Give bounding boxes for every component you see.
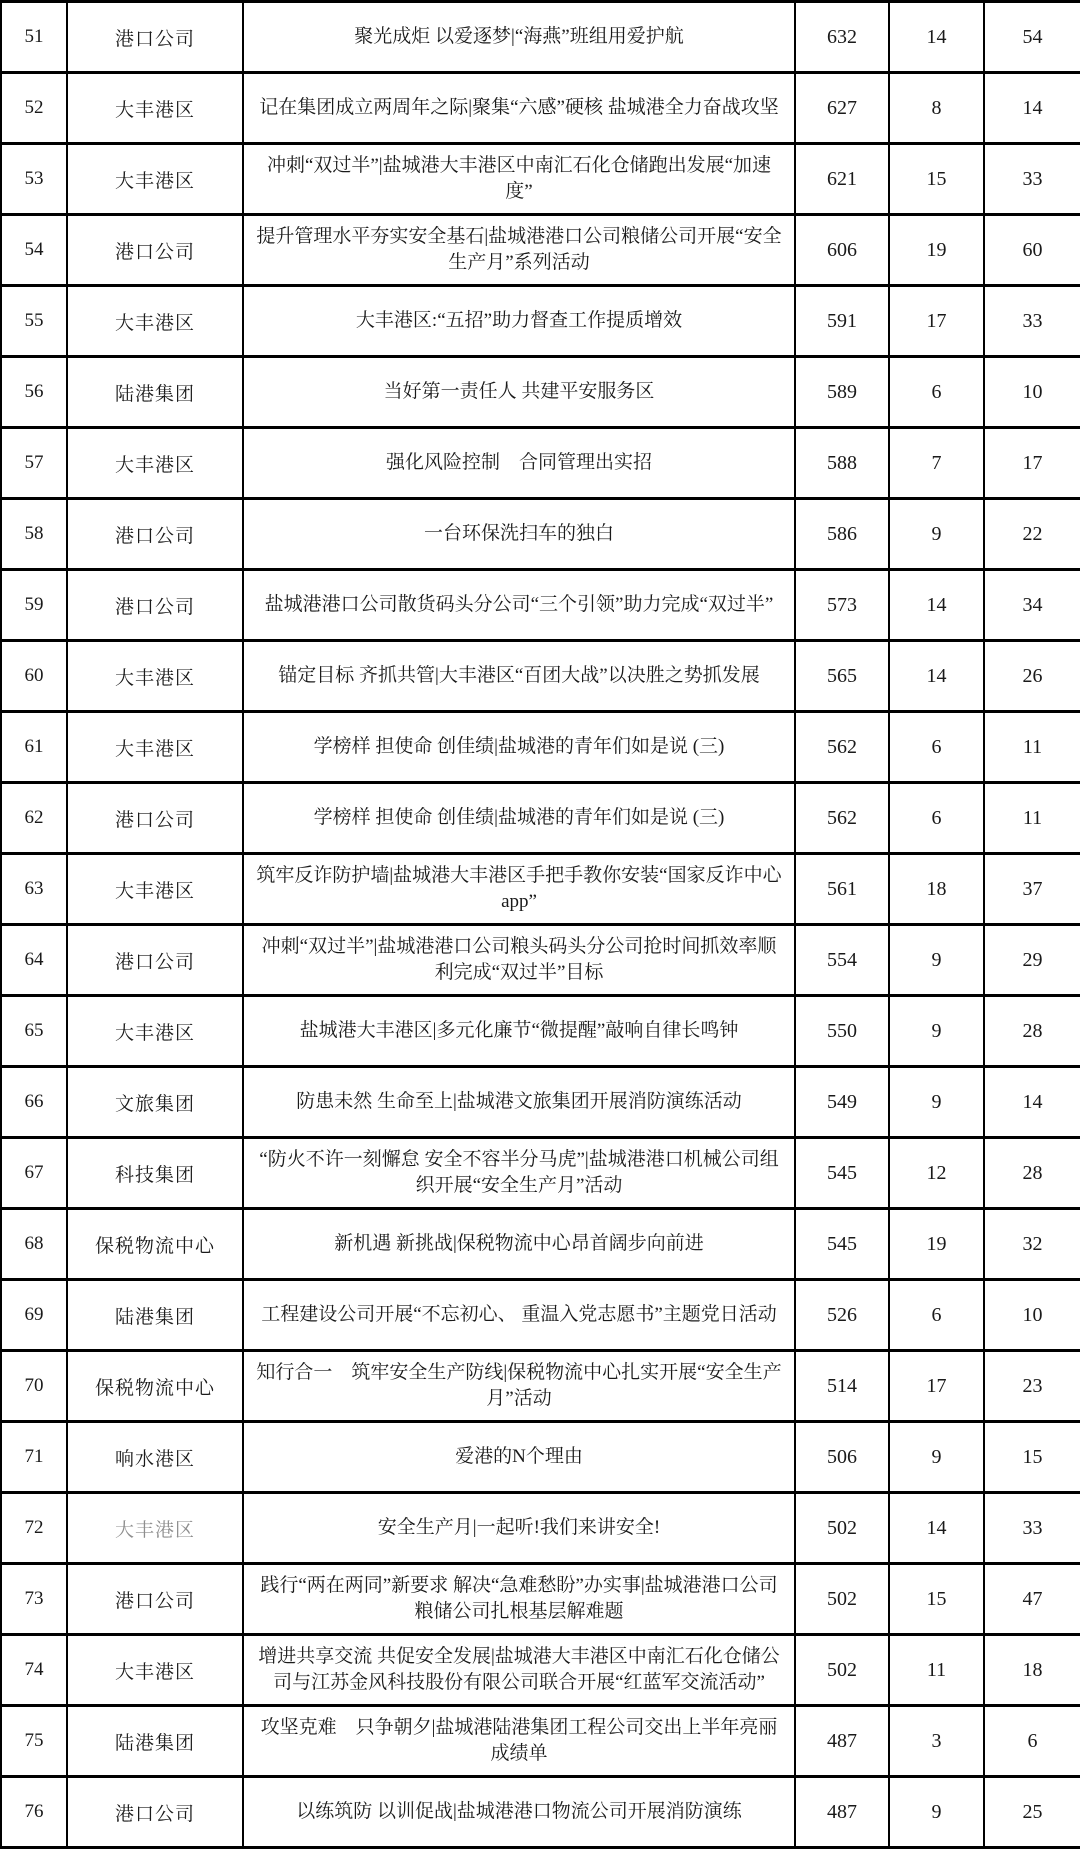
count-2-cell: 3 — [889, 1706, 984, 1777]
row-number-cell: 68 — [1, 1209, 67, 1280]
count-1-cell: 561 — [795, 854, 889, 925]
count-3-cell: 14 — [984, 1067, 1080, 1138]
count-1-cell: 589 — [795, 357, 889, 428]
title-text: 强化风险控制 合同管理出实招 — [385, 452, 652, 473]
org-name-cell: 大丰港区 — [67, 428, 243, 499]
title-cell — [243, 428, 795, 499]
org-name-cell: 科技集团 — [67, 1138, 243, 1209]
count-1-cell: 606 — [795, 215, 889, 286]
count-1-cell: 562 — [795, 712, 889, 783]
count-1-cell: 502 — [795, 1635, 889, 1706]
title-text: 学榜样 担使命 创佳绩|盐城港的青年们如是说 (三) — [313, 736, 725, 757]
count-3-cell: 29 — [984, 925, 1080, 996]
row-number-cell: 71 — [1, 1422, 67, 1493]
count-2-cell: 6 — [889, 712, 984, 783]
count-2-cell: 9 — [889, 1777, 984, 1848]
table-row — [1, 1138, 1080, 1209]
count-3-cell: 14 — [984, 73, 1080, 144]
row-number-cell: 53 — [1, 144, 67, 215]
title-cell — [243, 1777, 795, 1848]
table-row — [1, 1493, 1080, 1564]
title-cell — [243, 1351, 795, 1422]
count-2-cell: 7 — [889, 428, 984, 499]
org-name-cell: 文旅集团 — [67, 1067, 243, 1138]
org-name-cell: 陆港集团 — [67, 1280, 243, 1351]
title-text: 大丰港区:“五招”助力督查工作提质增效 — [355, 310, 683, 331]
row-number-cell: 60 — [1, 641, 67, 712]
title-text: 知行合一 筑牢安全生产防线|保税物流中心扎实开展“安全生产月”活动 — [256, 1362, 782, 1409]
count-3-cell: 15 — [984, 1422, 1080, 1493]
count-2-cell: 18 — [889, 854, 984, 925]
count-3-cell: 23 — [984, 1351, 1080, 1422]
title-cell — [243, 144, 795, 215]
org-name-cell: 大丰港区 — [67, 73, 243, 144]
count-2-cell: 17 — [889, 286, 984, 357]
count-3-cell: 17 — [984, 428, 1080, 499]
org-name-cell: 保税物流中心 — [67, 1209, 243, 1280]
count-1-cell: 632 — [795, 2, 889, 73]
title-cell — [243, 1209, 795, 1280]
title-text: 提升管理水平夯实安全基石|盐城港港口公司粮储公司开展“安全生产月”系列活动 — [256, 226, 782, 273]
row-number-cell: 65 — [1, 996, 67, 1067]
count-3-cell: 33 — [984, 144, 1080, 215]
title-text: 聚光成炬 以爱逐梦|“海燕”班组用爱护航 — [354, 26, 684, 47]
count-1-cell: 487 — [795, 1706, 889, 1777]
table-row — [1, 73, 1080, 144]
count-2-cell: 9 — [889, 1422, 984, 1493]
org-name-cell: 大丰港区 — [67, 854, 243, 925]
org-name-cell: 港口公司 — [67, 783, 243, 854]
row-number-cell: 63 — [1, 854, 67, 925]
count-3-cell: 28 — [984, 1138, 1080, 1209]
row-number-cell: 61 — [1, 712, 67, 783]
count-2-cell: 17 — [889, 1351, 984, 1422]
table-row — [1, 428, 1080, 499]
title-cell — [243, 73, 795, 144]
count-3-cell: 34 — [984, 570, 1080, 641]
org-name-cell: 大丰港区 — [67, 996, 243, 1067]
row-number-cell: 51 — [1, 2, 67, 73]
org-name-cell: 港口公司 — [67, 925, 243, 996]
table-row — [1, 2, 1080, 73]
title-text: 盐城港港口公司散货码头分公司“三个引领”助力完成“双过半” — [264, 594, 774, 615]
table-row — [1, 1706, 1080, 1777]
title-text: 冲刺“双过半”|盐城港港口公司粮头码头分公司抢时间抓效率顺利完成“双过半”目标 — [261, 936, 777, 983]
row-number-cell: 75 — [1, 1706, 67, 1777]
count-2-cell: 15 — [889, 1564, 984, 1635]
count-1-cell: 545 — [795, 1209, 889, 1280]
row-number-cell: 66 — [1, 1067, 67, 1138]
title-text: 攻坚克难 只争朝夕|盐城港陆港集团工程公司交出上半年亮丽成绩单 — [260, 1717, 778, 1764]
table-row — [1, 1777, 1080, 1848]
table-row — [1, 1422, 1080, 1493]
table-row — [1, 286, 1080, 357]
title-cell — [243, 1564, 795, 1635]
count-2-cell: 14 — [889, 1493, 984, 1564]
table-row — [1, 1635, 1080, 1706]
org-name-cell: 港口公司 — [67, 1564, 243, 1635]
title-text: 防患未然 生命至上|盐城港文旅集团开展消防演练活动 — [296, 1091, 742, 1112]
count-3-cell: 11 — [984, 712, 1080, 783]
org-name-cell: 保税物流中心 — [67, 1351, 243, 1422]
org-name-cell: 大丰港区 — [67, 1493, 243, 1564]
title-text: 以练筑防 以训促战|盐城港港口物流公司开展消防演练 — [296, 1801, 742, 1822]
count-3-cell: 33 — [984, 1493, 1080, 1564]
row-number-cell: 74 — [1, 1635, 67, 1706]
row-number-cell: 54 — [1, 215, 67, 286]
row-number-cell: 73 — [1, 1564, 67, 1635]
title-cell — [243, 2, 795, 73]
table-row — [1, 925, 1080, 996]
row-number-cell: 64 — [1, 925, 67, 996]
count-3-cell: 47 — [984, 1564, 1080, 1635]
row-number-cell: 72 — [1, 1493, 67, 1564]
count-1-cell: 502 — [795, 1493, 889, 1564]
title-text: 一台环保洗扫车的独白 — [423, 523, 614, 544]
count-2-cell: 6 — [889, 1280, 984, 1351]
title-text: 增进共享交流 共促安全发展|盐城港大丰港区中南汇石化仓储公司与江苏金风科技股份有限公司联合开展“红蓝军交流活动” — [258, 1646, 780, 1693]
title-text: “防火不许一刻懈怠 安全不容半分马虎”|盐城港港口机械公司组织开展“安全生产月”活动 — [259, 1149, 779, 1196]
title-text: 冲刺“双过半”|盐城港大丰港区中南汇石化仓储跑出发展“加速度” — [266, 155, 772, 202]
count-2-cell: 12 — [889, 1138, 984, 1209]
count-1-cell: 487 — [795, 1777, 889, 1848]
count-1-cell: 526 — [795, 1280, 889, 1351]
count-1-cell: 545 — [795, 1138, 889, 1209]
row-number-cell: 57 — [1, 428, 67, 499]
count-2-cell: 14 — [889, 641, 984, 712]
org-name-cell: 港口公司 — [67, 215, 243, 286]
table-row — [1, 1564, 1080, 1635]
count-1-cell: 588 — [795, 428, 889, 499]
row-number-cell: 67 — [1, 1138, 67, 1209]
title-cell — [243, 1422, 795, 1493]
count-1-cell: 554 — [795, 925, 889, 996]
row-number-cell: 62 — [1, 783, 67, 854]
count-1-cell: 562 — [795, 783, 889, 854]
count-2-cell: 6 — [889, 783, 984, 854]
count-1-cell: 573 — [795, 570, 889, 641]
title-text: 新机遇 新挑战|保税物流中心昂首阔步向前进 — [334, 1233, 704, 1254]
title-cell — [243, 286, 795, 357]
table-row — [1, 499, 1080, 570]
table-row — [1, 1209, 1080, 1280]
title-cell — [243, 499, 795, 570]
count-3-cell: 60 — [984, 215, 1080, 286]
org-name-cell: 港口公司 — [67, 1777, 243, 1848]
title-cell — [243, 570, 795, 641]
count-2-cell: 15 — [889, 144, 984, 215]
table-row — [1, 712, 1080, 783]
count-3-cell: 18 — [984, 1635, 1080, 1706]
title-cell — [243, 357, 795, 428]
count-2-cell: 19 — [889, 1209, 984, 1280]
table-row — [1, 570, 1080, 641]
count-1-cell: 591 — [795, 286, 889, 357]
count-1-cell: 627 — [795, 73, 889, 144]
title-cell — [243, 996, 795, 1067]
title-cell — [243, 641, 795, 712]
org-name-cell: 陆港集团 — [67, 357, 243, 428]
row-number-cell: 52 — [1, 73, 67, 144]
count-2-cell: 11 — [889, 1635, 984, 1706]
org-name-cell: 大丰港区 — [67, 641, 243, 712]
count-1-cell: 506 — [795, 1422, 889, 1493]
count-2-cell: 6 — [889, 357, 984, 428]
count-3-cell: 10 — [984, 1280, 1080, 1351]
count-1-cell: 621 — [795, 144, 889, 215]
count-1-cell: 565 — [795, 641, 889, 712]
count-3-cell: 33 — [984, 286, 1080, 357]
title-text: 筑牢反诈防护墙|盐城港大丰港区手把手教你安装“国家反诈中心app” — [256, 865, 782, 912]
title-cell — [243, 712, 795, 783]
table-row — [1, 1351, 1080, 1422]
row-number-cell: 59 — [1, 570, 67, 641]
table-row — [1, 1067, 1080, 1138]
table-row — [1, 144, 1080, 215]
row-number-cell: 56 — [1, 357, 67, 428]
row-number-cell: 76 — [1, 1777, 67, 1848]
title-text: 工程建设公司开展“不忘初心、 重温入党志愿书”主题党日活动 — [261, 1304, 777, 1325]
title-text: 锚定目标 齐抓共管|大丰港区“百团大战”以决胜之势抓发展 — [278, 665, 760, 686]
count-1-cell: 586 — [795, 499, 889, 570]
title-text: 盐城港大丰港区|多元化廉节“微提醒”敲响自律长鸣钟 — [299, 1020, 739, 1041]
org-name-cell: 大丰港区 — [67, 286, 243, 357]
title-cell — [243, 1635, 795, 1706]
count-3-cell: 37 — [984, 854, 1080, 925]
title-cell — [243, 783, 795, 854]
title-text: 当好第一责任人 共建平安服务区 — [383, 381, 655, 402]
count-2-cell: 9 — [889, 499, 984, 570]
org-name-cell: 港口公司 — [67, 2, 243, 73]
count-2-cell: 9 — [889, 996, 984, 1067]
count-3-cell: 26 — [984, 641, 1080, 712]
org-name-cell: 大丰港区 — [67, 1635, 243, 1706]
org-name-cell: 陆港集团 — [67, 1706, 243, 1777]
count-3-cell: 6 — [984, 1706, 1080, 1777]
org-name-cell: 大丰港区 — [67, 144, 243, 215]
table-row — [1, 783, 1080, 854]
title-cell — [243, 854, 795, 925]
row-number-cell: 69 — [1, 1280, 67, 1351]
count-1-cell: 549 — [795, 1067, 889, 1138]
count-1-cell: 502 — [795, 1564, 889, 1635]
count-2-cell: 9 — [889, 925, 984, 996]
count-3-cell: 28 — [984, 996, 1080, 1067]
title-cell — [243, 1138, 795, 1209]
count-2-cell: 19 — [889, 215, 984, 286]
table-row — [1, 641, 1080, 712]
table-row — [1, 1280, 1080, 1351]
org-name-cell: 响水港区 — [67, 1422, 243, 1493]
title-cell — [243, 215, 795, 286]
row-number-cell: 58 — [1, 499, 67, 570]
count-2-cell: 8 — [889, 73, 984, 144]
table-row — [1, 854, 1080, 925]
title-text: 践行“两在两同”新要求 解决“急难愁盼”办实事|盐城港港口公司粮储公司扎根基层解难题 — [260, 1575, 778, 1622]
title-cell — [243, 1493, 795, 1564]
count-3-cell: 11 — [984, 783, 1080, 854]
count-3-cell: 22 — [984, 499, 1080, 570]
table-row — [1, 996, 1080, 1067]
title-cell — [243, 1067, 795, 1138]
title-cell — [243, 1706, 795, 1777]
count-3-cell: 25 — [984, 1777, 1080, 1848]
org-name-cell: 港口公司 — [67, 570, 243, 641]
count-3-cell: 54 — [984, 2, 1080, 73]
count-2-cell: 14 — [889, 2, 984, 73]
count-3-cell: 32 — [984, 1209, 1080, 1280]
title-cell — [243, 925, 795, 996]
title-text: 记在集团成立两周年之际|聚集“六感”硬核 盐城港全力奋战攻坚 — [259, 97, 779, 118]
title-cell — [243, 1280, 795, 1351]
row-number-cell: 55 — [1, 286, 67, 357]
title-text: 安全生产月|一起听!我们来讲安全! — [377, 1517, 661, 1538]
table-row — [1, 215, 1080, 286]
row-number-cell: 70 — [1, 1351, 67, 1422]
count-2-cell: 14 — [889, 570, 984, 641]
title-text: 学榜样 担使命 创佳绩|盐城港的青年们如是说 (三) — [313, 807, 725, 828]
table-row — [1, 357, 1080, 428]
count-1-cell: 514 — [795, 1351, 889, 1422]
title-text: 爱港的N个理由 — [455, 1446, 583, 1467]
org-name-cell: 港口公司 — [67, 499, 243, 570]
count-2-cell: 9 — [889, 1067, 984, 1138]
count-1-cell: 550 — [795, 996, 889, 1067]
org-name-cell: 大丰港区 — [67, 712, 243, 783]
count-3-cell: 10 — [984, 357, 1080, 428]
